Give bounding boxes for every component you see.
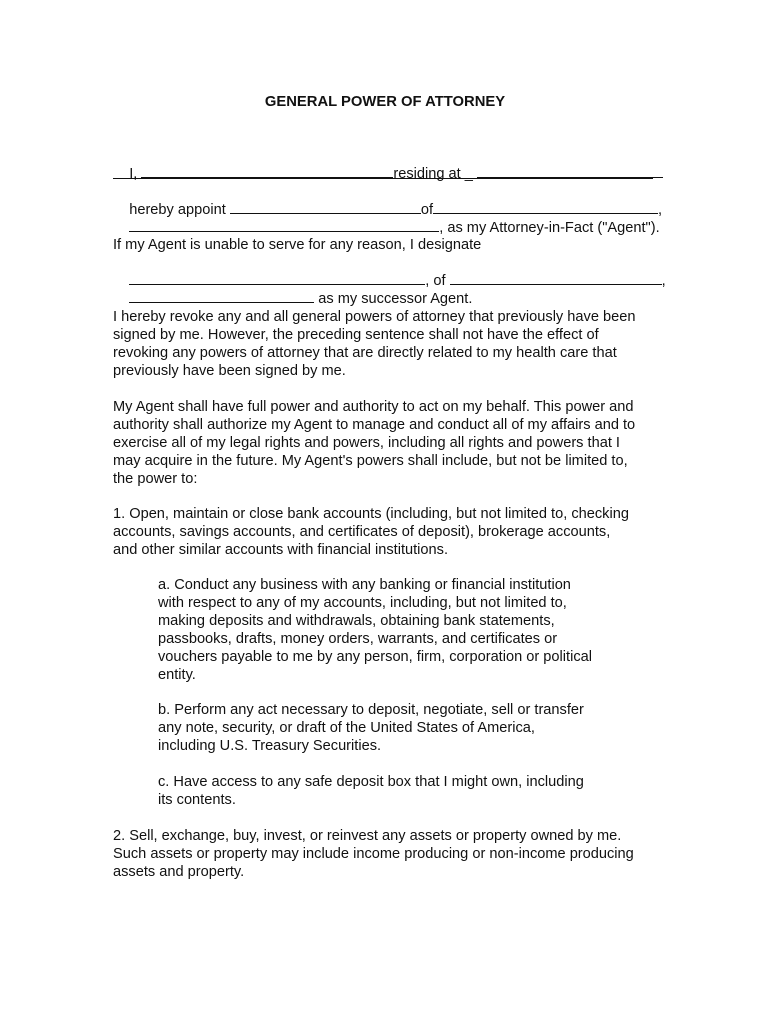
paragraph-line: authority shall authorize my Agent to manage and conduct all of my affairs and to [113,417,636,433]
successor-comma: , [661,273,666,289]
paragraph-line: including U.S. Treasury Securities. [158,738,382,754]
paragraph-line: Such assets or property may include income producing or non-income producing [113,846,634,862]
paragraph-line: entity. [158,667,196,683]
agent-address-continued-field[interactable] [129,219,439,232]
paragraph-line: and other similar accounts with financial institutions. [113,542,449,558]
paragraph-line: signed by me. However, the preceding sentence shall not have the effect of [113,327,599,343]
paragraph-line: a. Conduct any business with any banking or financial institution [158,577,571,593]
paragraph-line: 2. Sell, exchange, buy, invest, or reinvest any assets or property owned by me. [113,828,622,844]
agent-line-comma: , [658,202,663,218]
paragraph-line: 1. Open, maintain or close bank accounts (including, but not limited to, checking [113,506,629,522]
paragraph-line: passbooks, drafts, money orders, warrants, and certificates or [158,631,558,647]
paragraph-line: with respect to any of my accounts, including, but not limited to, [158,595,567,611]
agent-of-label: of [420,202,434,218]
paragraph-line: making deposits and withdrawals, obtaining bank statements, [158,613,555,629]
paragraph-line: may acquire in the future. My Agent's powers shall include, but not be limited to, [113,453,628,469]
document-title: GENERAL POWER OF ATTORNEY [264,94,506,110]
paragraph-line: accounts, savings accounts, and certificates of deposit), brokerage accounts, [113,524,611,540]
revocation-paragraph [113,308,673,380]
item-1b-negotiate-securities [158,701,628,755]
paragraph-line: vouchers payable to me by any person, firm, corporation or political [158,649,592,665]
paragraph-line: b. Perform any act necessary to deposit, negotiate, sell or transfer [158,702,584,718]
principal-name-field[interactable] [141,165,393,178]
successor-of-label: , of [425,273,450,289]
paragraph-line: My Agent shall have full power and authority to act on my behalf. This power and [113,399,634,415]
paragraph-line: the power to: [113,471,198,487]
successor-intro: If my Agent is unable to serve for any reason, I designate [113,237,482,253]
principal-prefix: I, [129,166,142,182]
paragraph-line: revoking any powers of attorney that are directly related to my health care that [113,345,617,361]
paragraph-line: any note, security, or draft of the United States of America, [158,720,535,736]
paragraph-line: I hereby revoke any and all general powers of attorney that previously have been [113,309,636,325]
item-2-assets [113,827,673,881]
principal-address-continued-field[interactable] [113,178,653,179]
successor-address-continued-field[interactable] [129,290,314,303]
attorney-in-fact-label: , as my Attorney-in-Fact ("Agent"). [439,220,660,236]
paragraph-line: c. Have access to any safe deposit box that I might own, including [158,774,584,790]
paragraph-line: previously have been signed by me. [113,363,346,379]
paragraph-line: exercise all of my legal rights and powers, including all rights and powers that I [113,435,620,451]
successor-agent-label: as my successor Agent. [314,291,473,307]
principal-address-field[interactable] [477,165,663,178]
paragraph-line: its contents. [158,792,236,808]
paragraph-line: assets and property. [113,864,245,880]
residing-at-label: residing at _ [393,166,477,182]
powers-intro-paragraph [113,398,673,488]
successor-address-field[interactable] [450,272,662,285]
item-1c-safe-deposit [158,773,628,809]
item-1-bank-accounts [113,505,673,559]
item-1a-banking-business [158,576,628,684]
hereby-appoint-label: hereby appoint [129,202,230,218]
